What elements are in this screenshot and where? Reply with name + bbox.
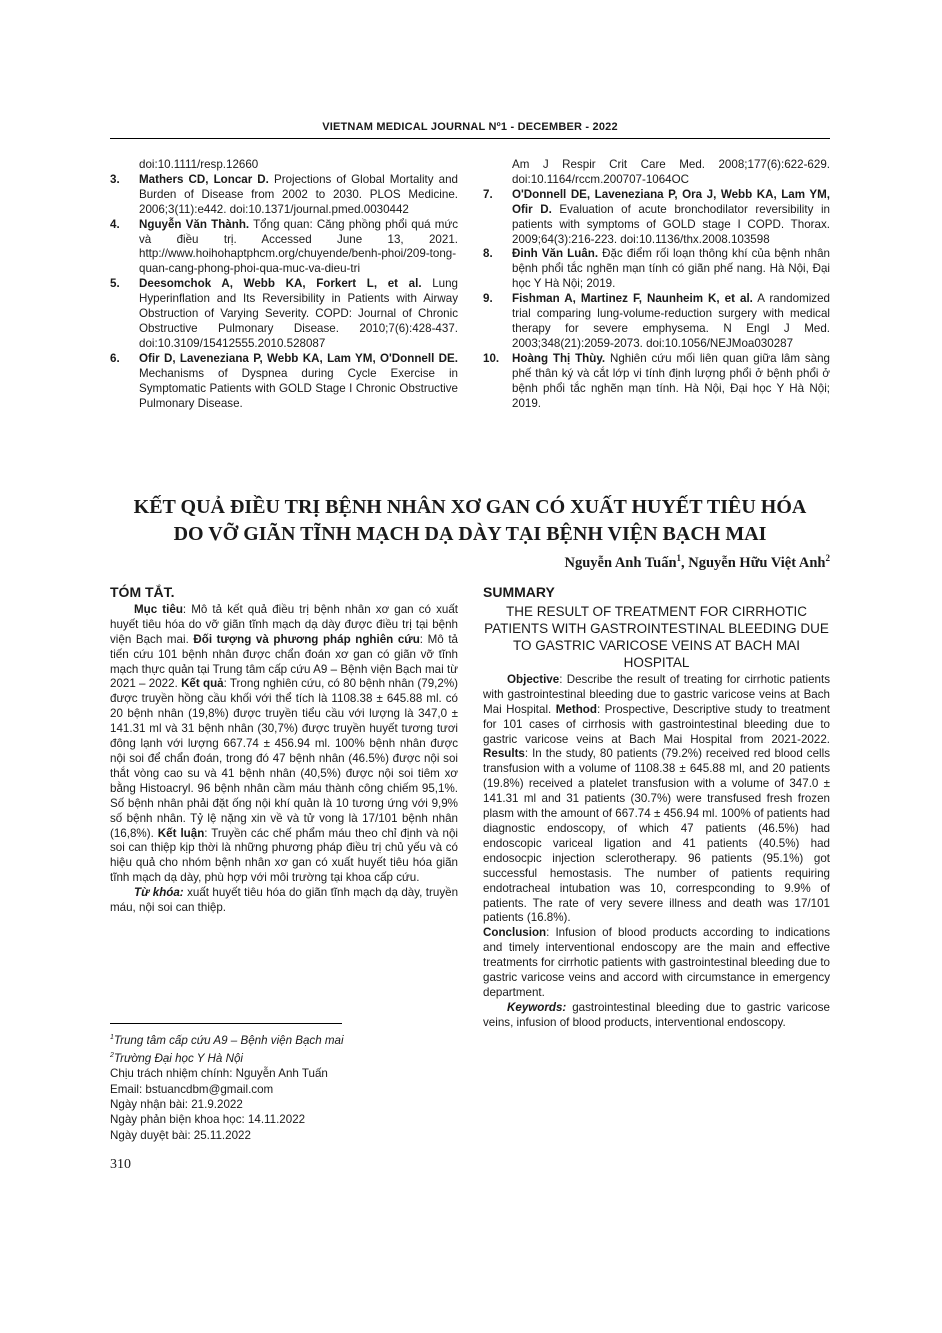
reference-authors: Đinh Văn Luân. (512, 247, 599, 261)
corresponding-author: Chịu trách nhiệm chính: Nguyễn Anh Tuấn (110, 1067, 328, 1081)
reference-body (512, 188, 830, 248)
article-authors: Nguyễn Anh Tuấn$^1$, Nguyễn Hữu Việt Anh$^2$ (564, 553, 830, 571)
email-line: Email: bstuancdbm@gmail.com (110, 1082, 274, 1096)
running-header: VIETNAM MEDICAL JOURNAL Nº1 - DECEMBER - 2022 (322, 121, 618, 133)
reference-number: 10. (483, 351, 500, 365)
reference-item (110, 352, 458, 412)
footnote-mark: 1 (110, 1034, 114, 1041)
reference-text: Nghiên cứu mối liên quan giữa lâm sàng phế thân ký và cắt lớp vi tính định lượng phổi ở bệnh phổi ở bệnh phổi tắc nghẽn mạn tính. Hà Nội, Đại học Y Hà Nội; 2019. (512, 351, 830, 410)
reference-body (139, 352, 458, 412)
reference-authors: Ofir D, Laveneziana P, Webb KA, Lam YM, O'Donnell DE. (139, 351, 458, 365)
result-label: Kết quả (181, 677, 224, 691)
reference-authors: O'Donnell DE, Laveneziana P, Ora J, Webb KA, Lam YM, Ofir D. (512, 187, 830, 216)
reference-authors: Hoàng Thị Thùy. (512, 351, 606, 365)
reference-authors: Nguyễn Văn Thành. (139, 217, 250, 231)
reference-authors: Mathers CD, Loncar D. (139, 172, 269, 186)
footnote-text: Trung tâm cấp cứu A9 – Bệnh viện Bạch mai (113, 1033, 344, 1047)
objective-label: Mục tiêu (134, 602, 183, 616)
method-text: : Mô tả tiến cứu 101 bệnh nhân được chẩn đoán xơ gan có giãn vỡ tĩnh mạch thực quản tại Trung tâm cấp cứu A9 – Bệnh viện Bạch mai từ 2021 – 2022. (110, 632, 458, 691)
conclusion-label: Kết luận (157, 826, 205, 840)
objective-text: : Describe the result of treating for cirrhotic patients with gastrointestinal bleeding due to gastric varicose veins at Bach Mai Hospital. (483, 672, 830, 716)
reference-body (512, 247, 830, 292)
reference-item (483, 188, 830, 248)
method-label: Đối tượng và phương pháp nghiên cứu (193, 632, 420, 646)
reference-number: 8. (483, 247, 493, 261)
reference-item (483, 292, 830, 352)
article-title (110, 494, 830, 548)
reference-text: Projections of Global Mortality and Burden of Disease from 2002 to 2030. PLOS Medicine. 2006;3(11):e442. doi:10.1371/journal.pmed.0030442 (139, 172, 458, 216)
result-text: : In the study, 80 patients (79.2%) received red blood cells transfusion with a volume of 1108.38 ± 645.88 ml, and 20 patients (19.8%) received a platelet transfusion with a volume of 347.0 ± 141.31 ml and 31 patients (30.7%) were transfused fresh frozen plasm with the amount of 667.74 ± 456.94 ml. 100% of patients had diagnostic endoscopy, of which 47 patients (46.5%) had endoscopic variceal ligation and 41 patients (40.5%) had endosocpic injection sclerotherapy. 96 patients (95.1%) got successful hemostasis. The number of patients requiring endotracheal intubation was 10, correspconding to 9.9% of patients. The rate of very severe illness and death was 17/101 patients (16.8%). (483, 747, 830, 925)
keywords-label: Keywords: (507, 1000, 567, 1014)
reference-body (139, 218, 458, 278)
objective-label: Objective (507, 672, 560, 686)
header-rule (110, 138, 830, 139)
reference-authors: Deesomchok A, Webb KA, Forkert L, et al. (139, 277, 422, 291)
reference-number: 5. (110, 277, 120, 291)
vietnamese-abstract (110, 585, 458, 916)
reference-text: Lung Hyperinflation and Its Reversibility in Patients with Airway Obstruction of Varying Severity. COPD: Journal of Chronic Obstructive Pulmonary Disease. 2010;7(6):428-437. doi:10.3109/15412555.2010.528087 (139, 277, 458, 350)
review-date: Ngày phản biện khoa học: 14.11.2022 (110, 1113, 306, 1127)
reference-number: 4. (110, 217, 120, 231)
reference-number: 7. (483, 187, 493, 201)
reference-text: Evaluation of acute bronchodilator reversibility in patients with symptoms of GOLD stage I COPD. Thorax. 2009;64(3):216-223. doi:10.1136/thx.2008.103598 (512, 202, 830, 246)
footnote-text: Trường Đại học Y Hà Nội (113, 1052, 243, 1066)
result-text: : Trong nghiên cứu, có 80 bệnh nhân (79,2%) được truyền hồng cầu khối với thể tích là 1108.38 ± 645.88 ml. có 20 bệnh nhân (19,8%) được truyền tiểu cầu với lượng là 347,0 ± 141.31 ml và 31 bệnh nhân (30,7%) được truyền huyết tương tươi đông lạnh với lượng 667.74 ± 456.94 ml. 100% bệnh nhân được nội soi để chẩn đoán, trong đó 47 bệnh nhân (46.5%) được nội soi thắt vòng cao su và 41 bệnh nhân (40,5%) được nội soi tiêm xơ bằng Histoacryl. 96 bệnh nhân cầm máu thành công chiếm 95,1%. Số bệnh nhân phải đặt ống nội khí quản là 10 tương ứng với 9,9% số bệnh nhân. Tỷ lệ nặng xin về và tử vong là 17/101 bệnh nhân (16,8%). (110, 677, 458, 840)
conclusion-paragraph (483, 926, 830, 1001)
reference-body (512, 292, 830, 352)
method-label: Method (555, 702, 597, 716)
abstract-heading: TÓM TẮT. (110, 584, 175, 600)
reference-continuation: Am J Respir Crit Care Med. 2008;177(6):622-629. doi:10.1164/rccm.200707-1064OC (512, 158, 830, 186)
reference-item (110, 277, 458, 352)
reference-body (512, 352, 830, 412)
reference-text: Tổng quan: Căng phồng phổi quá mức và điều trị. Accessed June 13, 2021. http://www.hoihohaptphcm.org/chuyende/benh-phoi/209-tong-quan-cang-phong-phoi-qua-muc-va-dieu-tri (139, 217, 458, 276)
english-abstract (483, 585, 830, 1031)
author-affiliation-mark: 2 (825, 553, 830, 563)
keywords-text: gastrointestinal bleeding due to gastric varicose veins, infusion of blood products, interventional endoscopy. (483, 1000, 830, 1029)
accepted-date: Ngày duyệt bài: 25.11.2022 (110, 1128, 251, 1142)
reference-item (483, 247, 830, 292)
summary-heading: SUMMARY (483, 584, 555, 600)
conclusion-label: Conclusion (483, 926, 547, 940)
reference-text: A randomized trial comparing lung-volume-reduction surgery with medical therapy for severe emphysema. N Engl J Med. 2003;348(21):2059-2073. doi:10.1056/NEJMoa030287 (512, 292, 830, 350)
reference-text: Đặc điểm rối loạn thông khí của bệnh nhân bệnh phổi tắc nghẽn mạn tính có giãn phế nang. Hà Nội, Đại học Y Hà Nội; 2019. (512, 247, 830, 291)
reference-body (139, 277, 458, 352)
reference-text: Mechanisms of Dyspnea during Cycle Exercise in Symptomatic Patients with GOLD Stage I Chronic Obstructive Pulmonary Disease. (139, 366, 458, 410)
conclusion-text: : Infusion of blood products according to indications and timely interventional endoscopy are the main and effective treatments for cirrhotic patients with gastrointestinal bleeding due to gastric varicose veins and accord with circumstance in emergency department. (483, 926, 830, 999)
footnote-mark: 2 (110, 1052, 114, 1060)
method-text: : Prospective, Descriptive study to treatment for 101 cases of cirrhosis with gastrointestinal bleeding due to gastric varicose veins at Bach Mai Hospital from 2021-2022. (483, 702, 830, 746)
article-title-line: KẾT QUẢ ĐIỀU TRỊ BỆNH NHÂN XƠ GAN CÓ XUẤT HUYẾT TIÊU HÓA (133, 496, 807, 518)
reference-authors: Fishman A, Martinez F, Naunheim K, et al. (512, 292, 753, 306)
reference-number: 3. (110, 172, 120, 186)
reference-continuation: doi:10.1111/resp.12660 (139, 158, 259, 171)
references-right-column (483, 158, 830, 411)
footnote-affiliation (110, 1030, 458, 1048)
reference-number: 6. (110, 351, 120, 365)
author-affiliation-mark: 1 (676, 553, 682, 563)
reference-number: 9. (483, 292, 493, 306)
keywords-text: xuất huyết tiêu hóa do giãn tĩnh mạch dạ dày, truyền máu, nội soi can thiệp. (110, 886, 459, 915)
author-name: Nguyễn Hữu Việt Anh (688, 554, 826, 571)
received-date: Ngày nhận bài: 21.9.2022 (110, 1097, 243, 1111)
page-number: 310 (110, 1157, 131, 1172)
result-label: Results (483, 747, 525, 761)
summary-body (483, 673, 830, 926)
reference-item (110, 173, 458, 218)
footnote-rule (110, 1023, 342, 1024)
references-left-column (110, 158, 458, 411)
objective-text: : Mô tả kết quả điều trị bệnh nhân xơ gan có xuất huyết tiêu hóa do vỡ giãn tĩnh mạch dạ dày được điều trị tại bệnh viện Bạch mai. (110, 602, 458, 646)
footnotes (110, 1030, 458, 1143)
keywords (110, 886, 458, 916)
english-title: THE RESULT OF TREATMENT FOR CIRRHOTIC PATIENTS WITH GASTROINTESTINAL BLEEDING DUE TO GASTRIC VARICOSE VEINS AT BACH MAI HOSPITAL (484, 603, 829, 670)
conclusion-text: : Truyền các chế phẩm máu theo chỉ định và nội soi can thiệp kịp thời là những phương pháp điều trị chủ yếu và có hiệu quả cho nhóm bệnh nhân xơ gan có xuất huyết tiêu hóa giãn tĩnh mạch dạ dày, phù hợp với môi trường tại khoa cấp cứu. (110, 826, 458, 885)
reference-item (110, 218, 458, 278)
footnote-affiliation (110, 1048, 458, 1066)
abstract-body (110, 603, 458, 886)
author-name: Nguyễn Anh Tuấn (564, 554, 677, 571)
reference-item (483, 352, 830, 412)
keywords (483, 1001, 830, 1031)
reference-body (139, 173, 458, 218)
article-title-line: DO VỠ GIÃN TĨNH MẠCH DẠ DÀY TẠI BỆNH VIỆN BẠCH MAI (173, 523, 767, 545)
keywords-label: Từ khóa: (134, 886, 184, 900)
